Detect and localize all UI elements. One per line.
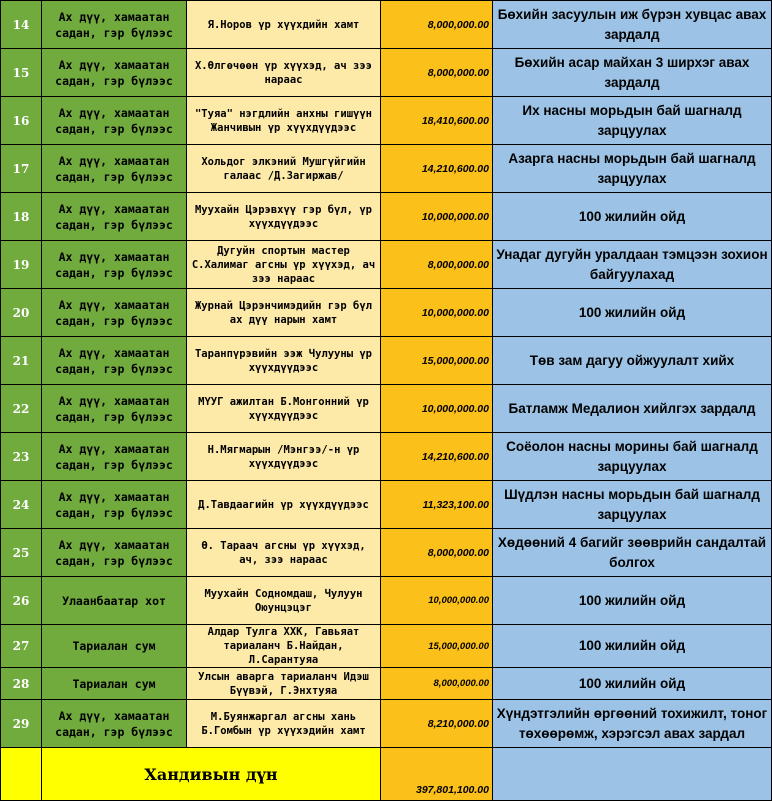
table-row xyxy=(1,529,772,577)
row-purpose: Их насны морьдын бай шагналд зарцуулах xyxy=(493,97,772,145)
row-location: Тариалан сум xyxy=(42,668,187,700)
row-location: Ах дүү, хамаатан садан, гэр бүлээс xyxy=(42,529,187,577)
row-donor: Хольдог элкэний Мушгүйгийн галаас /Д.Загиржав/ xyxy=(187,145,381,193)
row-location: Ах дүү, хамаатан садан, гэр бүлээс xyxy=(42,241,187,289)
row-location: Ах дүү, хамаатан садан, гэр бүлээс xyxy=(42,700,187,748)
row-amount: 10,000,000.00 xyxy=(381,385,493,433)
row-amount: 18,410,600.00 xyxy=(381,97,493,145)
row-location: Ах дүү, хамаатан садан, гэр бүлээс xyxy=(42,385,187,433)
row-amount: 10,000,000.00 xyxy=(381,289,493,337)
row-donor: Х.Өлгөчөөн үр хүүхэд, ач зээ нараас xyxy=(187,49,381,97)
row-donor: Я.Норов үр хүүхдийн хамт xyxy=(187,1,381,49)
row-purpose: Бөхийн засуулын иж бүрэн хувцас авах зардалд xyxy=(493,1,772,49)
row-number: 27 xyxy=(1,625,42,668)
row-location: Ах дүү, хамаатан садан, гэр бүлээс xyxy=(42,289,187,337)
row-number: 14 xyxy=(1,1,42,49)
row-number: 17 xyxy=(1,145,42,193)
row-purpose: Төв зам дагуу ойжуулалт хийх xyxy=(493,337,772,385)
row-amount: 10,000,000.00 xyxy=(381,577,493,625)
row-donor: Таранпүрэвийн ээж Чулууны үр хүүхдүүдээс xyxy=(187,337,381,385)
row-location: Ах дүү, хамаатан садан, гэр бүлээс xyxy=(42,433,187,481)
row-amount: 8,000,000.00 xyxy=(381,241,493,289)
row-donor: Ө. Тараач агсны үр хүүхэд, ач, зээ нараас xyxy=(187,529,381,577)
row-amount: 10,000,000.00 xyxy=(381,193,493,241)
row-amount: 8,210,000.00 xyxy=(381,700,493,748)
row-location: Ах дүү, хамаатан садан, гэр бүлээс xyxy=(42,97,187,145)
table-row xyxy=(1,625,772,668)
row-amount: 8,000,000.00 xyxy=(381,49,493,97)
row-donor: М.Буянжаргал агсны хань Б.Гомбын үр хүүхэдийн хамт xyxy=(187,700,381,748)
row-number: 25 xyxy=(1,529,42,577)
row-number: 19 xyxy=(1,241,42,289)
table-row xyxy=(1,1,772,49)
row-location: Ах дүү, хамаатан садан, гэр бүлээс xyxy=(42,193,187,241)
row-number: 22 xyxy=(1,385,42,433)
row-number: 18 xyxy=(1,193,42,241)
row-donor: Алдар Тулга ХХК, Гавьяат тариаланч Б.Найдан, Л.Сарантуяа xyxy=(187,625,381,668)
row-purpose: Хөдөөний 4 багийг зөөврийн сандалтай болгох xyxy=(493,529,772,577)
row-purpose: 100 жилийн ойд xyxy=(493,289,772,337)
row-location: Ах дүү, хамаатан садан, гэр бүлээс xyxy=(42,481,187,529)
table-row xyxy=(1,337,772,385)
row-location: Улаанбаатар хот xyxy=(42,577,187,625)
row-purpose: 100 жилийн ойд xyxy=(493,193,772,241)
row-number: 28 xyxy=(1,668,42,700)
row-number: 29 xyxy=(1,700,42,748)
row-number: 21 xyxy=(1,337,42,385)
row-purpose: Бөхийн асар майхан 3 ширхэг авах зардалд xyxy=(493,49,772,97)
row-donor: МҮУГ ажилтан Б.Монгонний үр хүүхдүүдээс xyxy=(187,385,381,433)
row-donor: Улсын аварга тариаланч Идэш Бүүвэй, Г.Энхтуяа xyxy=(187,668,381,700)
row-number: 20 xyxy=(1,289,42,337)
row-amount: 8,000,000.00 xyxy=(381,1,493,49)
row-amount: 14,210,600.00 xyxy=(381,145,493,193)
table-row xyxy=(1,193,772,241)
row-donor: Н.Мягмарын /Мэнгээ/-н үр хүүхдүүдээс xyxy=(187,433,381,481)
table-row xyxy=(1,289,772,337)
row-donor: Журнай Цэрэнчимэдийн гэр бүл ах дүү нарын хамт xyxy=(187,289,381,337)
total-label: Хандивын дүн xyxy=(42,748,381,801)
row-location: Ах дүү, хамаатан садан, гэр бүлээс xyxy=(42,1,187,49)
row-purpose: Шүдлэн насны морьдын бай шагналд зарцуулах xyxy=(493,481,772,529)
table-row xyxy=(1,700,772,748)
table-row xyxy=(1,481,772,529)
row-donor: Муухайн Содномдаш, Чулуун Оюунцэцэг xyxy=(187,577,381,625)
table-row xyxy=(1,49,772,97)
table-row xyxy=(1,668,772,700)
table-row xyxy=(1,145,772,193)
row-location: Ах дүү, хамаатан садан, гэр бүлээс xyxy=(42,145,187,193)
table-row xyxy=(1,241,772,289)
row-amount: 15,000,000.00 xyxy=(381,625,493,668)
table-row xyxy=(1,433,772,481)
row-purpose: Азарга насны морьдын бай шагналд зарцуулах xyxy=(493,145,772,193)
row-amount: 8,000,000.00 xyxy=(381,529,493,577)
row-number: 23 xyxy=(1,433,42,481)
row-donor: "Туяа" нэгдлийн анхны гишүүн Жанчивын үр хүүхдүүдээс xyxy=(187,97,381,145)
row-amount: 14,210,600.00 xyxy=(381,433,493,481)
row-number: 24 xyxy=(1,481,42,529)
table-row xyxy=(1,97,772,145)
row-amount: 11,323,100.00 xyxy=(381,481,493,529)
row-location: Ах дүү, хамаатан садан, гэр бүлээс xyxy=(42,49,187,97)
row-purpose: Соёолон насны морины бай шагналд зарцуулах xyxy=(493,433,772,481)
row-purpose: Батламж Медалион хийлгэх зардалд xyxy=(493,385,772,433)
row-location: Тариалан сум xyxy=(42,625,187,668)
table-row xyxy=(1,577,772,625)
row-purpose: 100 жилийн ойд xyxy=(493,625,772,668)
row-purpose: Унадаг дугуйн уралдаан тэмцээн зохион байгуулахад xyxy=(493,241,772,289)
row-purpose: Хүндэтгэлийн өргөөний тохижилт, тоног төхөөрөмж, хэрэгсэл авах зардал xyxy=(493,700,772,748)
row-donor: Д.Тавдаагийн үр хүүхдүүдээс xyxy=(187,481,381,529)
row-number: 26 xyxy=(1,577,42,625)
row-purpose: 100 жилийн ойд xyxy=(493,577,772,625)
total-purpose-cell xyxy=(493,748,772,801)
row-number: 15 xyxy=(1,49,42,97)
row-number: 16 xyxy=(1,97,42,145)
row-purpose: 100 жилийн ойд xyxy=(493,668,772,700)
total-blank-cell xyxy=(1,748,42,801)
total-amount: 397,801,100.00 xyxy=(381,748,493,801)
row-location: Ах дүү, хамаатан садан, гэр бүлээс xyxy=(42,337,187,385)
row-donor: Дугуйн спортын мастер С.Халимаг агсны үр хүүхэд, ач зээ нараас xyxy=(187,241,381,289)
total-row xyxy=(1,748,772,801)
row-amount: 15,000,000.00 xyxy=(381,337,493,385)
row-amount: 8,000,000.00 xyxy=(381,668,493,700)
table-row xyxy=(1,385,772,433)
row-donor: Муухайн Цэрэвхүү гэр бүл, үр хүүхдүүдээс xyxy=(187,193,381,241)
